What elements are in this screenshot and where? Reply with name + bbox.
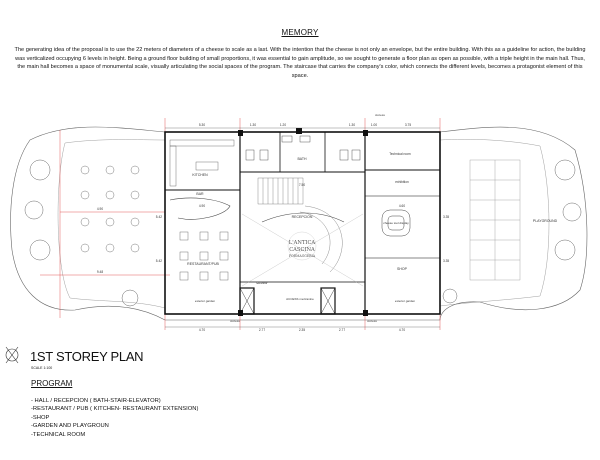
room-cheese-display: cheese tool display — [383, 221, 409, 225]
program-item: - HALL / RECEPCION ( BATH-STAIR-ELEVATOR) — [31, 398, 161, 404]
company-logo-floor — [288, 232, 316, 260]
logo-line1: L'ANTICA — [288, 240, 316, 246]
dim-bottom-3: 2.35 — [298, 328, 306, 332]
logo-line3: FORMAGGERIA — [288, 254, 316, 258]
program-list — [31, 397, 198, 439]
dim-left-1: 4.90 — [96, 207, 104, 211]
dim-left-2: 9.48 — [96, 270, 104, 274]
dim-top-2: 1.30 — [249, 123, 257, 127]
memory-title: MEMORY — [281, 28, 319, 37]
program-title: PROGRAM — [31, 379, 73, 388]
dim-side-4: 3.35 — [443, 259, 450, 263]
bar-counter — [170, 198, 230, 219]
north-arrow-icon — [4, 342, 20, 368]
dim-bottom-5: 4.70 — [398, 328, 406, 332]
playground-equipment — [470, 160, 520, 280]
dim-bottom-1: 4.70 — [198, 328, 206, 332]
label-access-bottom-right: Access — [367, 319, 377, 323]
dim-side-3: 3.35 — [443, 215, 450, 219]
logo-line2: CASCINA — [289, 247, 315, 253]
left-trees — [25, 160, 138, 306]
dim-top-1: 5.30 — [198, 123, 206, 127]
program-item: -GARDEN AND PLAYGROUN — [31, 423, 109, 430]
program-item: -RESTAURANT / PUB ( KITCHEN- RESTAURANT EXTENSION) — [31, 406, 199, 413]
plan-scale: SCALE 1:100 — [31, 366, 53, 370]
room-bar: BAR — [196, 192, 204, 196]
dim-side-2: 5.42 — [155, 259, 162, 263]
dim-top-5: 1.00 — [370, 123, 378, 127]
room-exhibition: exhibition — [395, 180, 409, 184]
kitchen-counters — [170, 140, 234, 186]
dim-top-6: 3.75 — [404, 123, 412, 127]
dim-top-4: 1.30 — [348, 123, 356, 127]
program-item: -SHOP — [31, 414, 50, 421]
restaurant-tables — [180, 232, 228, 280]
dim-bottom-4: 2.77 — [338, 328, 346, 332]
elevator-shafts — [240, 288, 335, 314]
room-reception: RECEPCION — [291, 215, 313, 219]
room-shop: SHOP — [397, 267, 407, 271]
room-technical: Technical room — [389, 152, 411, 156]
dim-side-1: 5.42 — [155, 215, 162, 219]
memory-paragraph: The generating idea of the proposal is to use the 22 meters of diameters of a cheese to scale as a last. With the intention that the cheese is not only an envelope, but the entire building. With this as a guideline for action, the building was verticalized occupying 6 levels in height. Being a ground floor building of small proportions, it was essential to gain amplitude, so we sought to generate a floor plan as open as possible, with a triple height in the main hall. Thus, the main hall becomes a space of monumental scale, visually articulating the social spaces of the program. The staircase that carries the company's color, which connects the different levels, becomes a protagonist element of this space. — [14, 47, 586, 79]
label-exterior-garden-right: exterior garden — [394, 299, 416, 303]
label-elevator: Elevator — [256, 281, 268, 285]
dim-top-3: 1.20 — [279, 123, 287, 127]
terrace-tables — [81, 166, 139, 252]
dim-kitchen-width: 4.90 — [198, 204, 206, 208]
program-item: -TECHNICAL ROOM — [31, 431, 86, 438]
dim-center-top: 7.50 — [298, 183, 306, 187]
floor-plan-drawing — [0, 105, 600, 335]
right-trees — [443, 160, 581, 303]
dimension-line-top — [165, 123, 440, 128]
room-kitchen: KITCHEN — [192, 173, 208, 177]
dim-bottom-2: 2.77 — [258, 328, 266, 332]
plan-title: 1ST STOREY PLAN — [30, 349, 144, 364]
label-access-top: Access — [375, 113, 385, 117]
dimension-line-bottom — [165, 327, 440, 332]
site-outline — [11, 127, 587, 320]
label-access-bottom-left: Access — [230, 319, 240, 323]
room-playground: PLAYGROUND — [532, 219, 558, 223]
dim-shop-width: 4.60 — [398, 204, 406, 208]
label-exterior-garden-left: exterior garden — [194, 299, 216, 303]
left-garden-outline — [58, 140, 165, 308]
label-access-mezzanine: ACCESS mezzanine — [286, 297, 314, 301]
room-bath: BATH — [297, 157, 307, 161]
room-restaurant: RESTAURANT/PUB — [187, 262, 219, 266]
